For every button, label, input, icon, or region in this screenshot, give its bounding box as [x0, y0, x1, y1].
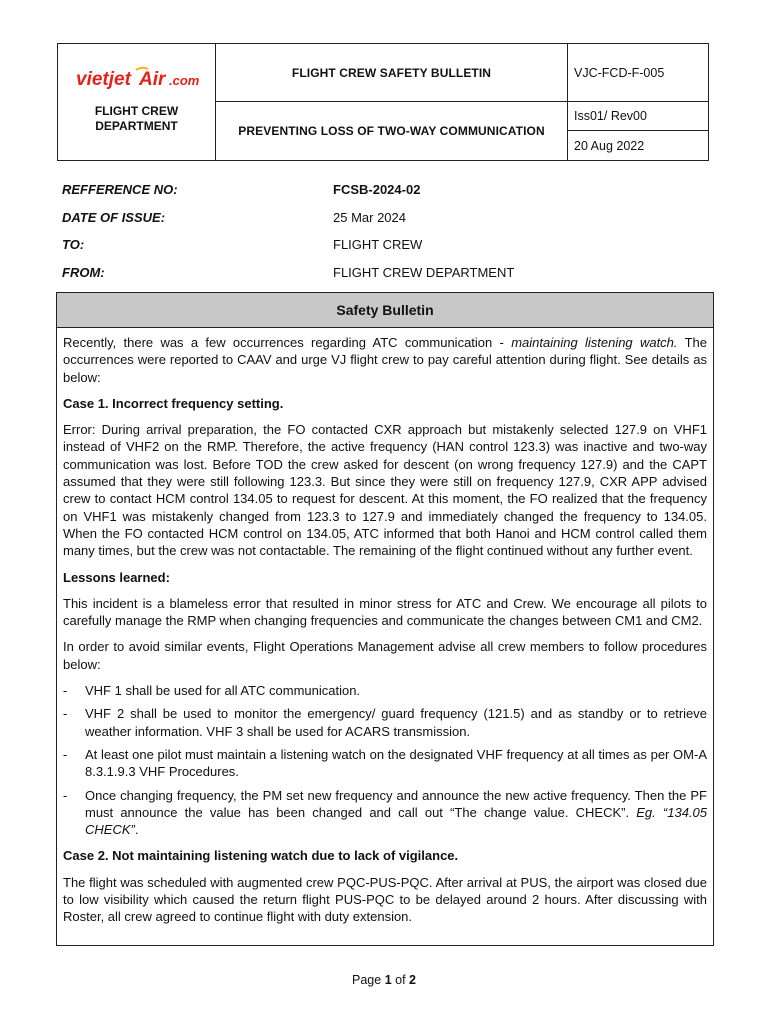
safety-bulletin-box	[56, 292, 714, 946]
ref-row-date: DATE OF ISSUE: 25 Mar 2024	[62, 209, 406, 225]
issue-date: 25 Mar 2024	[333, 209, 406, 225]
intro-paragraph: Recently, there was a few occurrences regarding ATC communication - maintaining listening watch. The occurrences were reported to CAAV and urge VJ flight crew to pay careful attention during flight. See details as below:	[63, 335, 707, 385]
case1-paragraph: Error: During arrival preparation, the FO contacted CXR approach but mistakenly selected 127.9 on VHF1 instead of VHF2 on the RMP. Therefore, the active frequency (HAN control 123.3) was inactive and two-way communication was lost. Before TOD the crew asked for descent (on wrong frequency 127.9) and the CAPT assumed that they were still following 123.3. But since they were still on frequency 127.9, CXR APP advised crew to contact HCM control 134.05 to request for descent. At this moment, the FO realized that the frequency on VHF1 was mistakenly changed from 123.3 to 127.9 and immediately changed the frequency to 134.05. When the FO contacted HCM control on 134.05, ATC informed that both Hanoi and HCM control called them many times, but the crew was not contactable. The remaining of the flight continued without any further event.	[63, 422, 707, 559]
header-meta-cell	[568, 44, 708, 160]
list-item: - At least one pilot must maintain a listening watch on the designated VHF frequency at all times as per OM-A 8.3.1.9.3 VHF Procedures.	[63, 746, 707, 780]
list-item: - VHF 1 shall be used for all ATC communication.	[63, 683, 361, 699]
ref-row-reference: REFFERENCE NO: FCSB-2024-02	[62, 182, 421, 197]
page-footer: Page 1 of 2	[352, 973, 416, 987]
bulletin-title: Safety Bulletin	[57, 293, 713, 328]
lessons-paragraph-1: This incident is a blameless error that resulted in minor stress for ATC and Crew. We encourage all pilots to carefully manage the RMP when changing frequencies and communicate the changes between CM1 and CM2.	[63, 595, 707, 629]
procedure-list	[63, 682, 707, 838]
issue-revision: Iss01/ Rev00	[574, 109, 647, 123]
doc-title: FLIGHT CREW SAFETY BULLETIN	[291, 65, 492, 80]
form-date: 20 Aug 2022	[574, 138, 645, 153]
reference-block	[62, 182, 702, 292]
lessons-heading: Lessons learned:	[63, 569, 170, 585]
document-header	[57, 43, 709, 161]
vietjet-logo	[76, 66, 200, 92]
form-code: VJC-FCD-F-005	[574, 65, 665, 80]
sender: FLIGHT CREW DEPARTMENT	[333, 264, 515, 280]
reference-number: FCSB-2024-02	[333, 182, 421, 197]
ref-row-from: FROM: FLIGHT CREW DEPARTMENT	[62, 264, 515, 280]
current-page: 1	[384, 973, 392, 987]
header-title-cell	[216, 44, 568, 160]
lessons-paragraph-2: In order to avoid similar events, Flight Operations Management advise all crew members to follow procedures below:	[63, 639, 707, 672]
list-item: - Once changing frequency, the PM set new frequency and announce the new active frequency. Then the PF must announce the value has been changed and call out “The change value. CHECK”. Eg. “134.05 CHECK”.	[63, 787, 707, 838]
ref-row-to: TO: FLIGHT CREW	[62, 237, 423, 252]
svg-text:Air: Air	[139, 69, 166, 90]
case1-heading: Case 1. Incorrect frequency setting.	[63, 395, 284, 411]
case2-heading: Case 2. Not maintaining listening watch due to lack of vigilance.	[63, 848, 459, 864]
list-item: - VHF 2 shall be used to monitor the emergency/ guard frequency (121.5) and as standby or to retrieve weather information. VHF 3 shall be used for ACARS transmission.	[63, 706, 707, 739]
svg-text:.com: .com	[169, 73, 200, 88]
case2-paragraph: The flight was scheduled with augmented crew PQC-PUS-PQC. After arrival at PUS, the airport was closed due to low visibility which caused the return flight PUS-PQC to be delayed around 2 hours. After discussing with Roster, all crew agreed to continue flight with duty extension.	[63, 874, 707, 925]
department-name: FLIGHT CREW DEPARTMENT	[94, 104, 179, 133]
bulletin-body	[57, 328, 713, 926]
doc-subject: PREVENTING LOSS OF TWO-WAY COMMUNICATION	[238, 124, 545, 138]
recipient: FLIGHT CREW	[333, 237, 423, 252]
total-pages: 2	[409, 973, 416, 987]
header-logo-cell	[58, 44, 216, 160]
svg-text:vietjet: vietjet	[76, 69, 131, 90]
